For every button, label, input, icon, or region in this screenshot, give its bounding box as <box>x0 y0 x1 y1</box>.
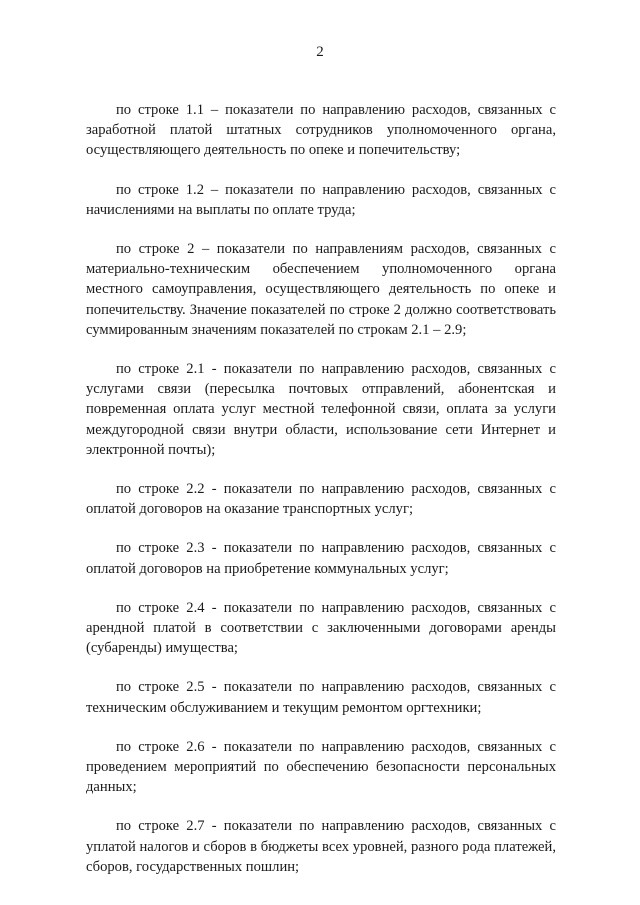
paragraph-line-2-7: по строке 2.7 - показатели по направлению расходов, связанных с уплатой налогов и сборов в бюджеты всех уровней, разного рода платежей, сборов, государственных пошлин; <box>86 818 556 875</box>
paragraph-line-2-3: по строке 2.3 - показатели по направлению расходов, связанных с оплатой договоров на приобретение коммунальных услуг; <box>86 540 556 577</box>
paragraph-line-2: по строке 2 – показатели по направлениям расходов, связанных с материально-техническим обеспечением уполномоченного органа местного самоуправления, осуществляющего деятельность по опеке и попечительству. Значение показателей по строке 2 должно соответствовать суммированным значениям показателей по строкам 2.1 – 2.9; <box>86 241 556 338</box>
paragraph-line-2-6: по строке 2.6 - показатели по направлению расходов, связанных с проведением мероприятий по обеспечению безопасности персональных данных; <box>86 738 556 796</box>
paragraph-line-2-4: по строке 2.4 - показатели по направлению расходов, связанных с арендной платой в соответствии с заключенными договорами аренды (субаренды) имущества; <box>86 599 556 657</box>
paragraph-line-2-1: по строке 2.1 - показатели по направлению расходов, связанных с услугами связи (пересылка почтовых отправлений, абонентская и повременная оплата услуг местной телефонной связи, оплата за услуги междугородной связи внутри области, использование сети Интернет и электронной почты); <box>86 361 556 458</box>
page-number: 2 <box>316 44 324 60</box>
document-body <box>86 100 556 877</box>
paragraph-line-1-1: по строке 1.1 – показатели по направлению расходов, связанных с заработной платой штатных сотрудников уполномоченного органа, осуществляющего деятельность по опеке и попечительству; <box>86 102 556 159</box>
paragraph-line-2-2: по строке 2.2 - показатели по направлению расходов, связанных с оплатой договоров на оказание транспортных услуг; <box>86 481 556 518</box>
paragraph-line-2-5: по строке 2.5 - показатели по направлению расходов, связанных с техническим обслуживанием и текущим ремонтом оргтехники; <box>86 679 556 716</box>
paragraph-line-1-2: по строке 1.2 – показатели по направлению расходов, связанных с начислениями на выплаты по оплате труда; <box>86 181 556 218</box>
